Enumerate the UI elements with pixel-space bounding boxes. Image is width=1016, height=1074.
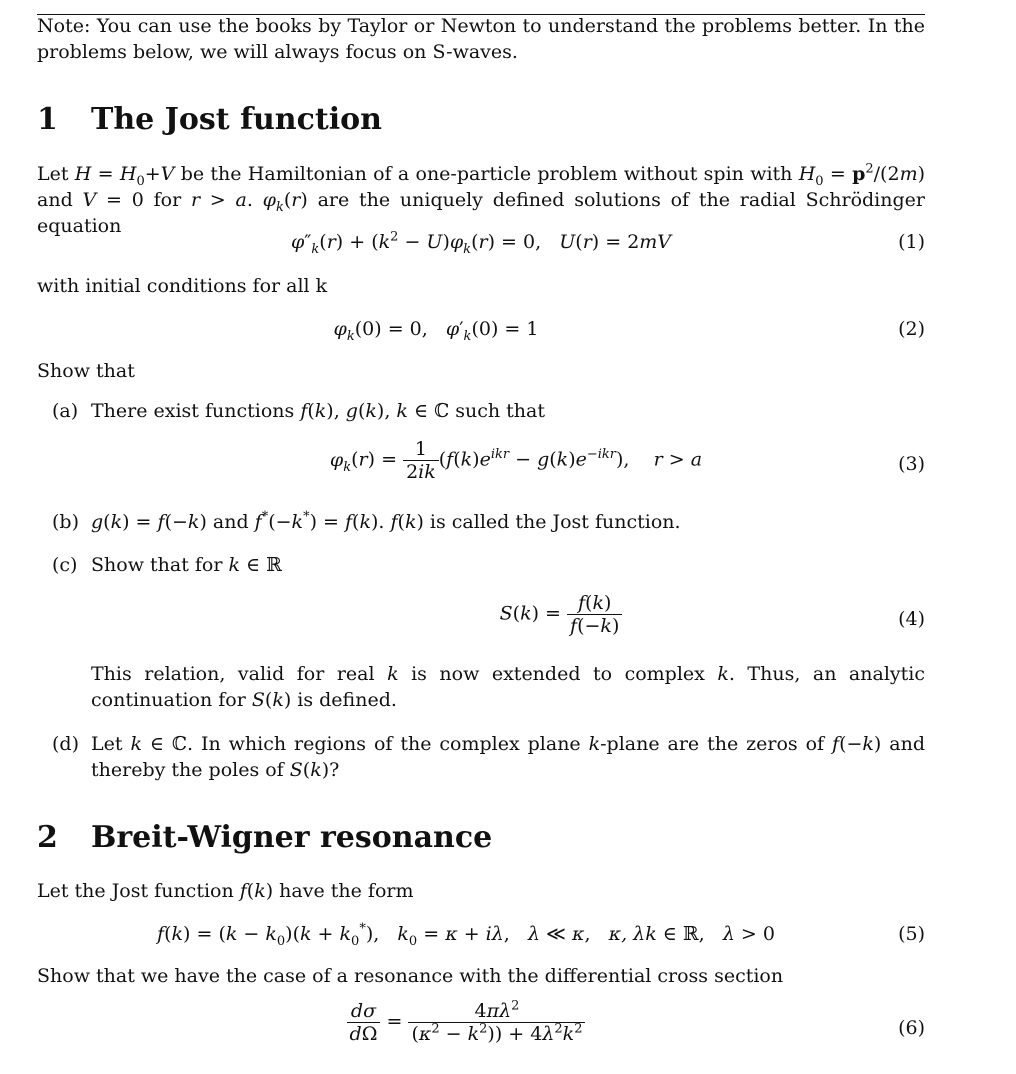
initial-conditions-text: with initial conditions for all k <box>37 275 328 297</box>
section-title: The Jost function <box>91 102 382 137</box>
item-a-text: There exist functions f(k), g(k), k ∈ ℂ such that <box>91 400 545 422</box>
equation-2-body: $\varphi_k(0) = 0$, $\varphi'_k(0) = 1$ <box>333 318 539 344</box>
resonance-text: Show that we have the case of a resonance with the differential cross section <box>37 965 784 987</box>
equation-number: (6) <box>898 1017 925 1039</box>
item-label: (a) <box>52 400 79 422</box>
section-number: 1 <box>37 102 58 137</box>
item-label: (b) <box>52 511 79 533</box>
equation-4-body: S(k) = $\frac{f(k)}{f(-k)}$ <box>197 592 925 637</box>
equation-number: (4) <box>898 608 925 630</box>
equation-2 <box>37 316 925 356</box>
fraction: $\frac{4\pi\lambda^2}{(\kappa^2 - k^2)) + 4\lambda^2k^2}$ <box>408 1000 585 1045</box>
item-c-text: Show that for k ∈ ℝ <box>91 554 282 576</box>
fraction: $\frac{d\sigma}{d\Omega}$ <box>347 1000 381 1045</box>
equation-number: (3) <box>898 453 925 475</box>
fraction: $\frac{1}{2ik}$ <box>403 438 439 483</box>
fraction: $\frac{f(k)}{f(-k)}$ <box>567 592 622 637</box>
equation-1 <box>37 229 925 269</box>
jost-form-text: Let the Jost function f(k) have the form <box>37 880 414 902</box>
item-d <box>52 731 925 783</box>
item-a <box>52 398 925 424</box>
equation-6-body: $\frac{d\sigma}{d\Omega}$ = $\frac{4\pi\lambda^2}{(\kappa^2 - k^2)) + 4\lambda^2k^2}$ <box>7 1000 925 1045</box>
item-label: (c) <box>52 554 78 576</box>
item-d-text: Let k ∈ ℂ. In which regions of the complex plane k-plane are the zeros of f(−k) and thereby the poles of S(k)? <box>91 733 925 781</box>
item-b <box>52 509 925 535</box>
equation-5 <box>37 921 925 961</box>
equation-3 <box>37 438 925 488</box>
intro-rendered: Let $H = H_0+V$ be the Hamiltonian of a one-particle problem without spin with $H_0 = p^2/(2m)$ and V = 0 for r > a. $\varphi_k(r)$ are the uniquely defined solutions of the radial Schrödinger equation <box>37 161 926 237</box>
intro-paragraph <box>37 161 925 239</box>
note-text: Note: You can use the books by Taylor or Newton to understand the problems better. In the problems below, we will always focus on S-waves. <box>37 15 925 63</box>
section-title: Breit-Wigner resonance <box>91 820 493 855</box>
section-1-heading <box>37 102 925 138</box>
equation-4 <box>37 592 925 646</box>
item-c-continuation-text: This relation, valid for real k is now extended to complex k. Thus, an analytic continuation for S(k) is defined. <box>91 663 925 711</box>
item-c-continuation <box>52 661 925 713</box>
equation-3-body: $\varphi_k(r)$ = $\frac{1}{2ik}$ $(f(k)e^{ikr} - g(k)e^{-ikr})$, r > a <box>329 438 703 483</box>
equation-1-body: $\varphi''_k(r) + (k^2 - U)\varphi_k(r) = 0$, U(r) = 2mV <box>290 229 672 257</box>
item-b-text: g(k) = f(−k) and f*(−k*) = f(k). f(k) is called the Jost function. <box>91 509 681 533</box>
equation-5-body: $f(k) = (k - k_0)(k + k_0^*)$, $k_0 = \kappa + i\lambda$, λ ≪ κ, κ, λk ∈ ℝ, λ > 0 <box>157 921 775 949</box>
equation-number: (2) <box>898 318 925 340</box>
show-that-text: Show that <box>37 360 135 382</box>
equation-6 <box>37 1000 925 1056</box>
equation-number: (5) <box>898 923 925 945</box>
item-label: (d) <box>52 733 79 755</box>
section-2-heading <box>37 820 925 856</box>
section-number: 2 <box>37 820 58 855</box>
note-paragraph <box>37 13 925 65</box>
item-c <box>52 552 925 578</box>
equation-number: (1) <box>898 231 925 253</box>
